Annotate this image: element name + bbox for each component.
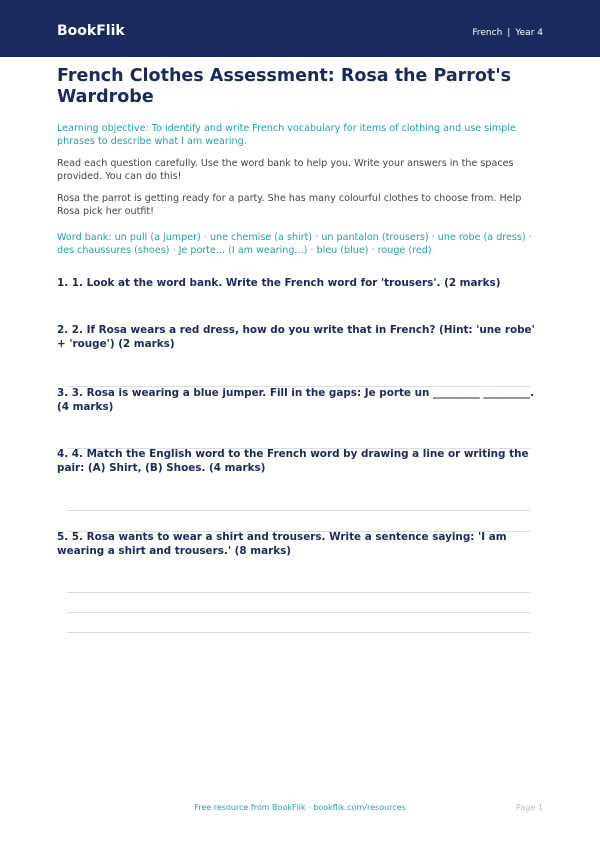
answer-line[interactable] bbox=[67, 592, 531, 593]
question-4: 4. 4. Match the English word to the French word by drawing a line or writing the pair: (A) Shirt, (B) Shoes. (4 marks) bbox=[57, 448, 529, 474]
page-title: French Clothes Assessment: Rosa the Parrot's Wardrobe bbox=[57, 66, 512, 107]
question-2: 2. 2. If Rosa wears a red dress, how do you write that in French? (Hint: 'une robe' + 'rouge') (2 marks) bbox=[57, 324, 535, 350]
learning-objective: Learning objective: To identify and write French vocabulary for items of clothing and use simple phrases to describe what I am wearing. bbox=[57, 123, 516, 147]
question-5: 5. 5. Rosa wants to wear a shirt and trousers. Write a sentence saying: 'I am wearing a shirt and trousers.' (8 marks) bbox=[57, 531, 507, 557]
question-1: 1. 1. Look at the word bank. Write the French word for 'trousers'. (2 marks) bbox=[57, 277, 501, 289]
answer-line[interactable] bbox=[67, 510, 531, 511]
answer-line[interactable] bbox=[67, 632, 531, 633]
subject-year-label bbox=[472, 27, 543, 39]
subject-label: French bbox=[472, 28, 503, 38]
intro-text: Rosa the parrot is getting ready for a party. She has many colourful clothes to choose from. Help Rosa pick her outfit! bbox=[57, 193, 522, 217]
meta-separator: | bbox=[507, 28, 511, 38]
page-number: Page 1 bbox=[516, 803, 543, 812]
question-3: 3. 3. Rosa is wearing a blue jumper. Fill in the gaps: Je porte un _________ _________. (4 marks) bbox=[57, 387, 535, 413]
instructions-text: Read each question carefully. Use the word bank to help you. Write your answers in the spaces provided. You can do this! bbox=[57, 158, 514, 182]
word-bank: Word bank: un pull (a jumper) · une chemise (a shirt) · un pantalon (trousers) · une robe (a dress) · des chaussures (shoes) · Je porte... (I am wearing...) · bleu (blue) · rouge (red) bbox=[57, 232, 532, 256]
brand-logo-text[interactable]: BookFlik bbox=[57, 23, 125, 39]
footer-resource-link[interactable]: Free resource from BookFlik · bookflik.com/resources bbox=[194, 803, 406, 812]
page-header bbox=[0, 0, 600, 57]
answer-line[interactable] bbox=[67, 612, 531, 613]
year-label: Year 4 bbox=[515, 28, 543, 38]
